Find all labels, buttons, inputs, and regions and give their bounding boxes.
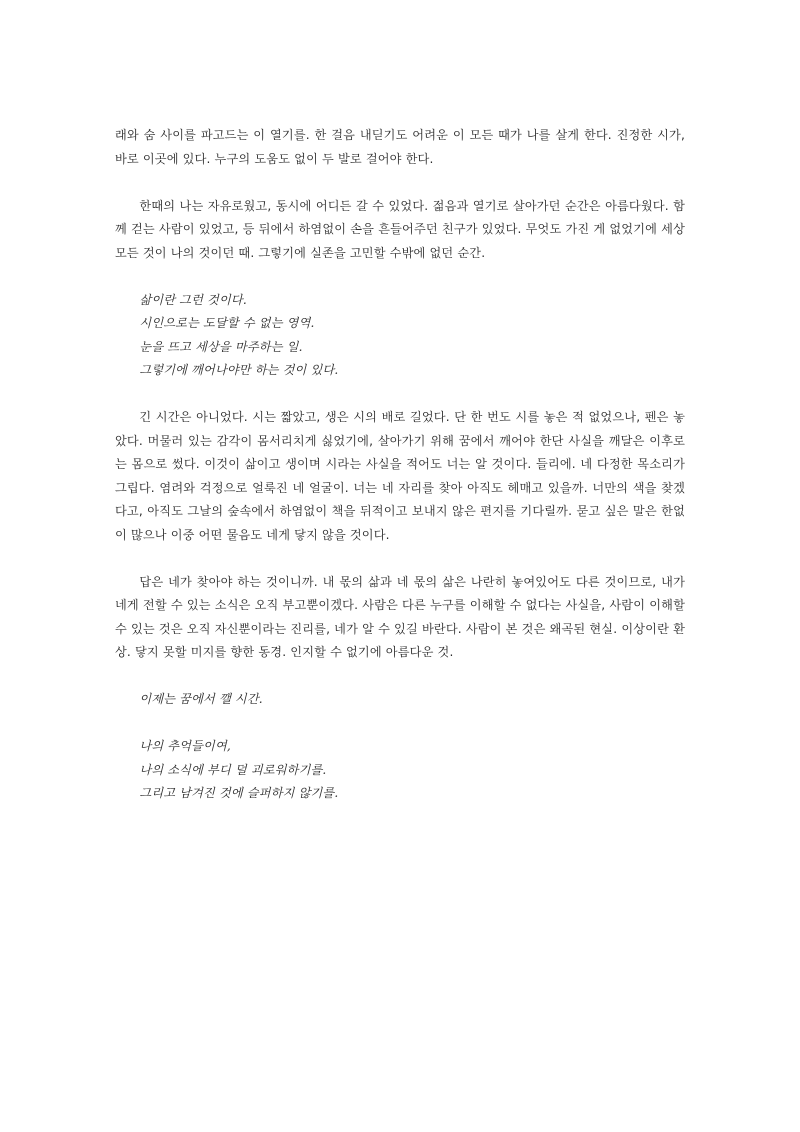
paragraph-1: 래와 숨 사이를 파고드는 이 열기를. 한 걸음 내딛기도 어려운 이 모든 때가 나를 살게 한다. 진정한 시가, 바로 이곳에 있다. 누구의 도움도 없이 두 발로 걸어야 한다.: [115, 128, 685, 166]
paragraph-3: 긴 시간은 아니었다. 시는 짧았고, 생은 시의 배로 길었다. 단 한 번도 시를 놓은 적 없었으나, 펜은 놓았다. 머물러 있는 감각이 몸서리치게 싫었기에, 살아가기 위해 꿈에서 깨어야 한단 사실을 깨달은 이후로는 몸으로 썼다. 이것이 삶이고 생이며 시라는 사실을 적어도 너는 알 것이다. 들리에. 네 다정한 목소리가 그립다. 염려와 걱정으로 얼룩진 네 얼굴이. 너는 네 자리를 찾아 아직도 헤매고 있을까. 너만의 색을 찾겠다고, 아직도 그날의 숲속에서 하염없이 책을 뒤적이고 보내지 않은 편지를 기다릴까. 묻고 싶은 말은 한없이 많으나 이중 어떤 물음도 네게 닿지 않을 것이다.: [115, 410, 685, 542]
verse-line: 나의 소식에 부디 덜 괴로워하기를.: [139, 762, 327, 777]
verse-block-1: [115, 289, 685, 383]
paragraph-4: 답은 네가 찾아야 하는 것이니까. 내 몫의 삶과 네 몫의 삶은 나란히 놓여있어도 다른 것이므로, 내가 네게 전할 수 있는 소식은 오직 부고뿐이겠다. 사람은 다른 누구를 이해할 수 없다는 사실을, 사람이 이해할 수 있는 것은 오직 자신뿐이라는 진리를, 네가 알 수 있길 바란다. 사람이 본 것은 왜곡된 현실. 이상이란 환상. 닿지 못할 미지를 향한 동경. 인지할 수 없기에 아름다운 것.: [115, 574, 685, 659]
verse-line: 눈을 뜨고 세상을 마주하는 일.: [139, 339, 303, 354]
paragraph-2: 한때의 나는 자유로웠고, 동시에 어디든 갈 수 있었다. 젊음과 열기로 살아가던 순간은 아름다웠다. 함께 걷는 사람이 있었고, 등 뒤에서 하염없이 손을 흔들어주던 친구가 있었다. 무엇도 가진 게 없었기에 세상 모든 것이 나의 것이던 때. 그렇기에 실존을 고민할 수밖에 없던 순간.: [115, 198, 685, 260]
document-body: [115, 124, 685, 829]
verse-line: 시인으로는 도달할 수 없는 영역.: [139, 316, 315, 330]
verse-line: 삶이란 그런 것이다.: [139, 292, 247, 307]
verse-block-2: [115, 688, 685, 712]
verse-line: 그리고 남겨진 것에 슬퍼하지 않기를.: [139, 786, 339, 800]
verse-block-3: [115, 735, 685, 806]
verse-line: 그렇기에 깨어나야만 하는 것이 있다.: [139, 363, 339, 377]
verse-line: 나의 추억들이여,: [139, 739, 231, 753]
verse-line: 이제는 꿈에서 깰 시간.: [139, 692, 263, 706]
